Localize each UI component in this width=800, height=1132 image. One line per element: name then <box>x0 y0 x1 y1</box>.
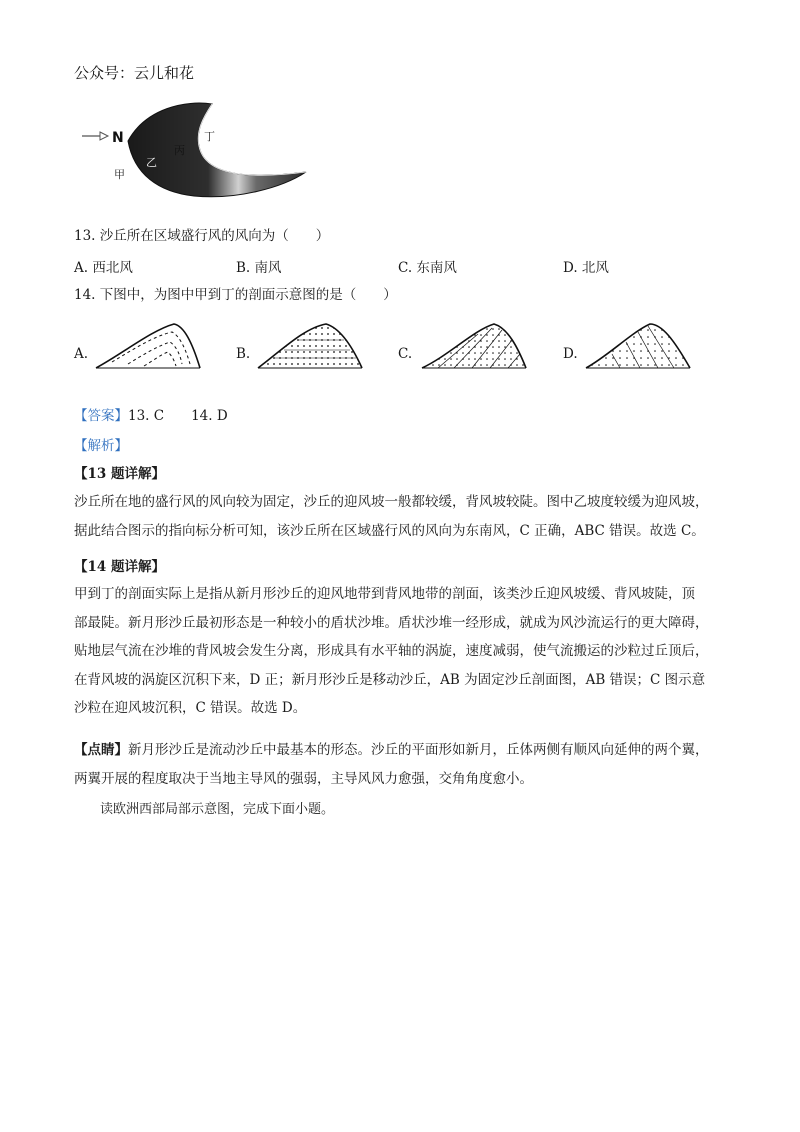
q14-detail-line: 沙粒在迎风坡沉积，C 错误。故选 D。 <box>74 700 307 716</box>
q14-detail-line: 在背风坡的涡旋区沉积下来，D 正；新月形沙丘是移动沙丘，AB 为固定沙丘剖面图，AB 错误；C 图示意 <box>74 671 706 688</box>
label-jia: 甲 <box>114 168 125 181</box>
q13-option-d: D. 北风 <box>563 260 609 276</box>
q14-detail-line: 部最陡。新月形沙丘最初形态是一种较小的盾状沙堆。盾状沙堆一经形成，就成为风沙流运行的更大障碍， <box>74 614 709 631</box>
analysis-tag: 【解析】 <box>74 438 128 454</box>
profile-c-diagram <box>418 320 530 372</box>
q14-option-c: C. <box>398 346 413 362</box>
next-section-prompt: 读欧洲西部局部示意图，完成下面小题。 <box>100 802 335 817</box>
q13-option-c: C. 东南风 <box>398 260 457 276</box>
q14-option-a: A. <box>74 346 89 362</box>
tip-body <box>74 736 730 793</box>
q13-option-b: B. 南风 <box>236 260 282 276</box>
profile-b-diagram <box>254 320 366 372</box>
watermark-header: 公众号：云儿和花 <box>74 64 195 82</box>
label-yi: 乙 <box>146 156 157 169</box>
tip-line <box>74 736 730 765</box>
question-13: 13. 沙丘所在区域盛行风的风向为（ ） <box>74 228 330 244</box>
north-arrow-icon <box>82 132 108 140</box>
north-label: N <box>112 130 124 146</box>
answer-tag: 【答案】 <box>74 408 128 424</box>
q13-detail-heading: 【13 题详解】 <box>74 466 165 482</box>
q14-detail-line: 甲到丁的剖面实际上是指从新月形沙丘的迎风地带到背风地带的剖面，该类沙丘迎风坡缓、背风坡陡，顶 <box>74 586 695 602</box>
q13-option-a: A. 西北风 <box>74 260 133 276</box>
q13-detail-body <box>74 488 730 545</box>
q13-detail-line: 沙丘所在地的盛行风的风向较为固定，沙丘的迎风坡一般都较缓，背风坡较陡。图中乙坡度较缓为迎风坡， <box>74 494 709 510</box>
tip-line: 两翼开展的程度取决于当地主导风的强弱，主导风风力愈强，交角角度愈小。 <box>74 770 533 787</box>
dune-body <box>128 103 306 197</box>
tip-line-1: 新月形沙丘是流动沙丘中最基本的形态。沙丘的平面形如新月，丘体两侧有顺风向延伸的两个翼， <box>128 742 709 758</box>
q14-detail-body <box>74 580 730 723</box>
profile-d-diagram <box>582 320 694 372</box>
crescent-dune-figure <box>76 96 316 200</box>
label-ding: 丁 <box>204 130 215 143</box>
tip-tag: 【点睛】 <box>74 742 128 758</box>
q14-detail-heading: 【14 题详解】 <box>74 559 165 575</box>
q14-option-d: D. <box>563 346 578 362</box>
q14-detail-line: 贴地层气流在沙堆的背风坡会发生分离，形成具有水平轴的涡旋，速度减弱，使气流搬运的沙粒过丘顶后， <box>74 643 709 659</box>
profile-a-diagram <box>92 320 204 372</box>
answer-line <box>74 406 228 426</box>
q13-detail-line: 据此结合图示的指向标分析可知，该沙丘所在区域盛行风的风向为东南风，C 正确，ABC 错误。故选 C。 <box>74 522 705 539</box>
q14-option-b: B. <box>236 346 251 362</box>
answer-value: 13. C 14. D <box>128 408 228 424</box>
label-bing: 丙 <box>174 144 185 157</box>
question-14: 14. 下图中，为图中甲到丁的剖面示意图的是（ ） <box>74 287 397 303</box>
